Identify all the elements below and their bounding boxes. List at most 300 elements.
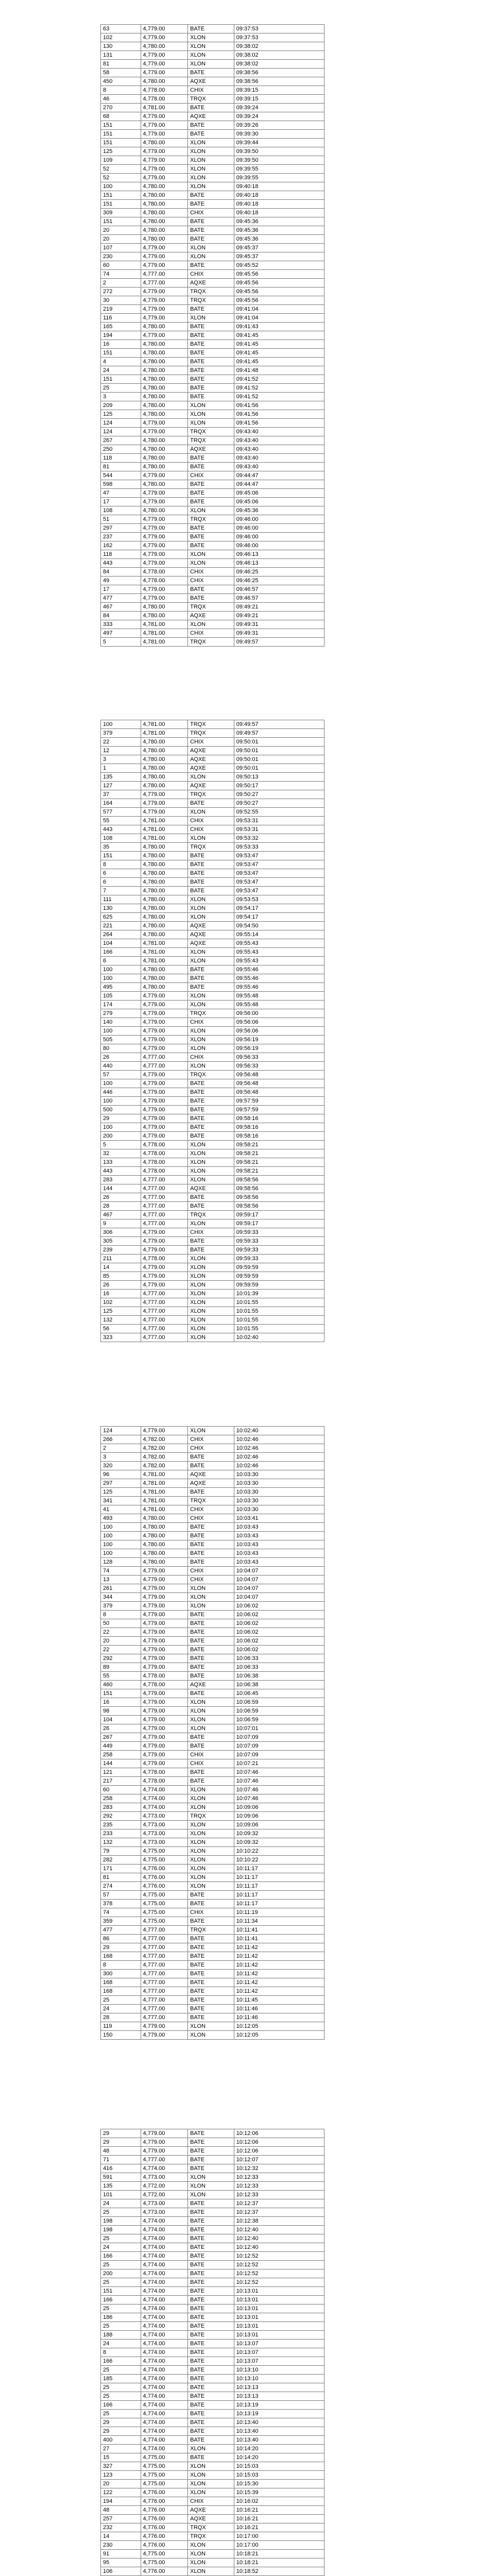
volume-cell: 5 xyxy=(101,1141,141,1149)
price-cell: 4,779.00 xyxy=(141,1602,188,1611)
table-row xyxy=(101,121,324,130)
table-row xyxy=(101,349,324,358)
venue-cell: BATE xyxy=(188,1777,234,1786)
price-cell: 4,773.00 xyxy=(141,1838,188,1847)
time-cell: 09:58:16 xyxy=(234,1132,324,1141)
time-cell: 09:45:56 xyxy=(234,296,324,305)
table-row xyxy=(101,747,324,755)
time-cell: 10:02:46 xyxy=(234,1453,324,1462)
price-cell: 4,779.00 xyxy=(141,1237,188,1246)
time-cell: 10:11:17 xyxy=(234,1882,324,1891)
time-cell: 10:07:01 xyxy=(234,1724,324,1733)
price-cell: 4,779.00 xyxy=(141,1281,188,1290)
venue-cell: BATE xyxy=(188,585,234,594)
table-row xyxy=(101,112,324,121)
time-cell: 09:53:32 xyxy=(234,834,324,843)
price-cell: 4,780.00 xyxy=(141,410,188,419)
table-row xyxy=(101,1263,324,1272)
price-cell: 4,777.00 xyxy=(141,1298,188,1307)
volume-cell: 446 xyxy=(101,1088,141,1097)
volume-cell: 266 xyxy=(101,1435,141,1444)
volume-cell: 3 xyxy=(101,755,141,764)
price-cell: 4,777.00 xyxy=(141,1176,188,1184)
table-row xyxy=(101,2410,324,2418)
venue-cell: BATE xyxy=(188,200,234,209)
venue-cell: BATE xyxy=(188,2217,234,2226)
volume-cell: 9 xyxy=(101,1219,141,1228)
venue-cell: BATE xyxy=(188,799,234,808)
price-cell: 4,780.00 xyxy=(141,1514,188,1523)
volume-cell: 91 xyxy=(101,2550,141,2558)
price-cell: 4,782.00 xyxy=(141,1453,188,1462)
table-row xyxy=(101,2322,324,2331)
venue-cell: TRQX xyxy=(188,296,234,305)
venue-cell: CHIX xyxy=(188,738,234,747)
volume-cell: 28 xyxy=(101,2013,141,2022)
price-cell: 4,779.00 xyxy=(141,1724,188,1733)
price-cell: 4,774.00 xyxy=(141,2243,188,2252)
volume-cell: 292 xyxy=(101,1812,141,1821)
price-cell: 4,779.00 xyxy=(141,1427,188,1435)
table-row xyxy=(101,1952,324,1961)
table-row xyxy=(101,1427,324,1435)
price-cell: 4,780.00 xyxy=(141,747,188,755)
venue-cell: AQXE xyxy=(188,939,234,948)
price-cell: 4,780.00 xyxy=(141,983,188,992)
time-cell: 09:45:36 xyxy=(234,226,324,235)
volume-cell: 35 xyxy=(101,843,141,852)
venue-cell: XLON xyxy=(188,1036,234,1044)
volume-cell: 258 xyxy=(101,1751,141,1759)
volume-cell: 194 xyxy=(101,2497,141,2506)
time-cell: 09:37:53 xyxy=(234,25,324,33)
price-cell: 4,781.00 xyxy=(141,104,188,112)
time-cell: 10:09:06 xyxy=(234,1821,324,1829)
time-cell: 09:59:17 xyxy=(234,1219,324,1228)
price-cell: 4,778.00 xyxy=(141,1672,188,1681)
time-cell: 10:01:55 xyxy=(234,1307,324,1316)
volume-cell: 297 xyxy=(101,524,141,533)
volume-cell: 109 xyxy=(101,156,141,165)
price-cell: 4,779.00 xyxy=(141,594,188,603)
volume-cell: 168 xyxy=(101,1987,141,1996)
table-row xyxy=(101,620,324,629)
volume-cell: 29 xyxy=(101,2138,141,2147)
time-cell: 09:45:56 xyxy=(234,270,324,279)
time-cell: 10:12:33 xyxy=(234,2182,324,2191)
venue-cell: BATE xyxy=(188,2226,234,2234)
price-cell: 4,780.00 xyxy=(141,191,188,200)
price-cell: 4,779.00 xyxy=(141,1044,188,1053)
table-row xyxy=(101,33,324,42)
venue-cell: XLON xyxy=(188,1325,234,1333)
time-cell: 09:40:18 xyxy=(234,209,324,217)
volume-cell: 102 xyxy=(101,33,141,42)
time-cell: 10:06:02 xyxy=(234,1628,324,1637)
table-row xyxy=(101,1540,324,1549)
price-cell: 4,779.00 xyxy=(141,331,188,340)
price-cell: 4,779.00 xyxy=(141,1593,188,1602)
table-row xyxy=(101,331,324,340)
time-cell: 09:49:21 xyxy=(234,612,324,620)
price-cell: 4,780.00 xyxy=(141,1540,188,1549)
price-cell: 4,777.00 xyxy=(141,1970,188,1978)
venue-cell: BATE xyxy=(188,1646,234,1654)
time-cell: 10:06:02 xyxy=(234,1602,324,1611)
price-cell: 4,781.00 xyxy=(141,1497,188,1505)
price-cell: 4,781.00 xyxy=(141,638,188,647)
venue-cell: BATE xyxy=(188,1654,234,1663)
venue-cell: AQXE xyxy=(188,1184,234,1193)
table-row xyxy=(101,524,324,533)
price-cell: 4,777.00 xyxy=(141,1202,188,1211)
price-cell: 4,776.00 xyxy=(141,2567,188,2576)
volume-cell: 320 xyxy=(101,1462,141,1470)
volume-cell: 100 xyxy=(101,1097,141,1106)
volume-cell: 132 xyxy=(101,1838,141,1847)
time-cell: 10:15:39 xyxy=(234,2488,324,2497)
time-cell: 10:14:20 xyxy=(234,2453,324,2462)
venue-cell: CHIX xyxy=(188,1053,234,1062)
venue-cell: BATE xyxy=(188,2269,234,2278)
venue-cell: XLON xyxy=(188,1290,234,1298)
time-cell: 09:45:37 xyxy=(234,252,324,261)
table-row xyxy=(101,498,324,506)
time-cell: 10:11:42 xyxy=(234,1952,324,1961)
table-row xyxy=(101,2523,324,2532)
volume-cell: 221 xyxy=(101,922,141,930)
time-cell: 09:39:44 xyxy=(234,139,324,147)
time-cell: 09:41:56 xyxy=(234,410,324,419)
table-row xyxy=(101,1882,324,1891)
time-cell: 10:11:17 xyxy=(234,1865,324,1873)
volume-cell: 25 xyxy=(101,2322,141,2331)
price-cell: 4,777.00 xyxy=(141,2013,188,2022)
price-cell: 4,778.00 xyxy=(141,86,188,95)
price-cell: 4,779.00 xyxy=(141,1263,188,1272)
time-cell: 09:49:57 xyxy=(234,638,324,647)
time-cell: 09:45:36 xyxy=(234,217,324,226)
table-row xyxy=(101,1637,324,1646)
volume-cell: 279 xyxy=(101,1009,141,1018)
volume-cell: 270 xyxy=(101,104,141,112)
volume-cell: 104 xyxy=(101,1716,141,1724)
venue-cell: BATE xyxy=(188,533,234,541)
venue-cell: BATE xyxy=(188,524,234,533)
price-cell: 4,776.00 xyxy=(141,2506,188,2515)
table-row xyxy=(101,77,324,86)
venue-cell: BATE xyxy=(188,1961,234,1970)
venue-cell: XLON xyxy=(188,506,234,515)
time-cell: 09:59:59 xyxy=(234,1281,324,1290)
time-cell: 10:03:43 xyxy=(234,1532,324,1540)
venue-cell: BATE xyxy=(188,2427,234,2436)
venue-cell: BATE xyxy=(188,393,234,401)
price-cell: 4,777.00 xyxy=(141,1053,188,1062)
venue-cell: CHIX xyxy=(188,1435,234,1444)
table-row xyxy=(101,419,324,428)
volume-cell: 25 xyxy=(101,2208,141,2217)
price-cell: 4,777.00 xyxy=(141,1333,188,1342)
table-row xyxy=(101,2558,324,2567)
price-cell: 4,775.00 xyxy=(141,1908,188,1917)
table-row xyxy=(101,2243,324,2252)
volume-cell: 477 xyxy=(101,1926,141,1935)
time-cell: 10:11:19 xyxy=(234,1908,324,1917)
table-row xyxy=(101,1926,324,1935)
price-cell: 4,779.00 xyxy=(141,1628,188,1637)
venue-cell: TRQX xyxy=(188,1497,234,1505)
venue-cell: XLON xyxy=(188,244,234,252)
price-cell: 4,779.00 xyxy=(141,419,188,428)
venue-cell: CHIX xyxy=(188,825,234,834)
table-row xyxy=(101,1325,324,1333)
venue-cell: BATE xyxy=(188,1900,234,1908)
table-row xyxy=(101,738,324,747)
time-cell: 09:53:47 xyxy=(234,860,324,869)
table-row xyxy=(101,1829,324,1838)
table-row xyxy=(101,42,324,51)
time-cell: 09:53:47 xyxy=(234,878,324,887)
table-row xyxy=(101,852,324,860)
table-row xyxy=(101,2182,324,2191)
time-cell: 10:13:01 xyxy=(234,2331,324,2340)
time-cell: 09:41:56 xyxy=(234,401,324,410)
table-row xyxy=(101,887,324,895)
price-cell: 4,779.00 xyxy=(141,790,188,799)
time-cell: 10:04:07 xyxy=(234,1584,324,1593)
price-cell: 4,774.00 xyxy=(141,1794,188,1803)
price-cell: 4,780.00 xyxy=(141,393,188,401)
time-cell: 09:56:00 xyxy=(234,1009,324,1018)
table-row xyxy=(101,1961,324,1970)
time-cell: 10:18:21 xyxy=(234,2550,324,2558)
price-cell: 4,777.00 xyxy=(141,1987,188,1996)
table-row xyxy=(101,1707,324,1716)
venue-cell: XLON xyxy=(188,1316,234,1325)
time-cell: 09:41:45 xyxy=(234,340,324,349)
venue-cell: XLON xyxy=(188,1158,234,1167)
table-row xyxy=(101,1298,324,1307)
time-cell: 09:45:36 xyxy=(234,235,324,244)
volume-cell: 443 xyxy=(101,1167,141,1176)
venue-cell: BATE xyxy=(188,2453,234,2462)
time-cell: 10:12:32 xyxy=(234,2164,324,2173)
price-cell: 4,779.00 xyxy=(141,252,188,261)
time-cell: 09:53:47 xyxy=(234,852,324,860)
volume-cell: 111 xyxy=(101,895,141,904)
venue-cell: XLON xyxy=(188,1716,234,1724)
time-cell: 09:43:40 xyxy=(234,445,324,454)
volume-cell: 123 xyxy=(101,2471,141,2480)
table-row xyxy=(101,2234,324,2243)
time-cell: 09:58:16 xyxy=(234,1123,324,1132)
time-cell: 10:06:59 xyxy=(234,1707,324,1716)
time-cell: 09:59:33 xyxy=(234,1228,324,1237)
price-cell: 4,777.00 xyxy=(141,1211,188,1219)
volume-cell: 194 xyxy=(101,331,141,340)
volume-cell: 32 xyxy=(101,1149,141,1158)
price-cell: 4,779.00 xyxy=(141,1584,188,1593)
venue-cell: XLON xyxy=(188,410,234,419)
volume-cell: 29 xyxy=(101,1114,141,1123)
volume-cell: 151 xyxy=(101,1689,141,1698)
volume-cell: 5 xyxy=(101,638,141,647)
venue-cell: CHIX xyxy=(188,1505,234,1514)
time-cell: 10:03:30 xyxy=(234,1479,324,1488)
volume-cell: 140 xyxy=(101,1018,141,1027)
volume-cell: 186 xyxy=(101,2313,141,2322)
table-row xyxy=(101,2138,324,2147)
venue-cell: XLON xyxy=(188,2471,234,2480)
venue-cell: CHIX xyxy=(188,629,234,638)
time-cell: 10:12:37 xyxy=(234,2208,324,2217)
price-cell: 4,775.00 xyxy=(141,2471,188,2480)
volume-cell: 24 xyxy=(101,2199,141,2208)
table-row xyxy=(101,1602,324,1611)
volume-cell: 283 xyxy=(101,1176,141,1184)
venue-cell: TRQX xyxy=(188,436,234,445)
table-row xyxy=(101,1532,324,1540)
time-cell: 09:39:55 xyxy=(234,174,324,182)
time-cell: 09:53:33 xyxy=(234,843,324,852)
price-cell: 4,778.00 xyxy=(141,95,188,104)
volume-cell: 130 xyxy=(101,42,141,51)
price-cell: 4,772.00 xyxy=(141,2182,188,2191)
volume-cell: 63 xyxy=(101,25,141,33)
table-row xyxy=(101,1777,324,1786)
price-cell: 4,774.00 xyxy=(141,2252,188,2261)
table-row xyxy=(101,1211,324,1219)
volume-cell: 6 xyxy=(101,878,141,887)
price-cell: 4,779.00 xyxy=(141,1689,188,1698)
venue-cell: BATE xyxy=(188,130,234,139)
time-cell: 09:38:02 xyxy=(234,51,324,60)
time-cell: 10:11:45 xyxy=(234,1996,324,2005)
table-row xyxy=(101,1786,324,1794)
time-cell: 10:12:37 xyxy=(234,2199,324,2208)
price-cell: 4,778.00 xyxy=(141,1167,188,1176)
volume-cell: 150 xyxy=(101,2031,141,2040)
table-row xyxy=(101,2331,324,2340)
volume-cell: 48 xyxy=(101,2506,141,2515)
table-row xyxy=(101,2173,324,2182)
price-cell: 4,774.00 xyxy=(141,2287,188,2296)
volume-cell: 168 xyxy=(101,1978,141,1987)
time-cell: 10:03:43 xyxy=(234,1540,324,1549)
price-cell: 4,779.00 xyxy=(141,498,188,506)
price-cell: 4,780.00 xyxy=(141,755,188,764)
time-cell: 10:13:13 xyxy=(234,2392,324,2401)
price-cell: 4,779.00 xyxy=(141,2031,188,2040)
price-cell: 4,780.00 xyxy=(141,612,188,620)
price-cell: 4,781.00 xyxy=(141,1488,188,1497)
volume-cell: 379 xyxy=(101,729,141,738)
table-row xyxy=(101,51,324,60)
volume-cell: 24 xyxy=(101,2340,141,2348)
table-row xyxy=(101,594,324,603)
price-cell: 4,782.00 xyxy=(141,1444,188,1453)
volume-cell: 166 xyxy=(101,2296,141,2304)
volume-cell: 151 xyxy=(101,121,141,130)
venue-cell: CHIX xyxy=(188,2497,234,2506)
volume-cell: 125 xyxy=(101,147,141,156)
price-cell: 4,774.00 xyxy=(141,2357,188,2366)
table-row xyxy=(101,1663,324,1672)
table-row xyxy=(101,1575,324,1584)
price-cell: 4,774.00 xyxy=(141,2427,188,2436)
time-cell: 09:39:50 xyxy=(234,147,324,156)
price-cell: 4,779.00 xyxy=(141,1123,188,1132)
time-cell: 09:39:24 xyxy=(234,104,324,112)
venue-cell: XLON xyxy=(188,1873,234,1882)
volume-cell: 98 xyxy=(101,1707,141,1716)
volume-cell: 171 xyxy=(101,1865,141,1873)
volume-cell: 168 xyxy=(101,1952,141,1961)
venue-cell: XLON xyxy=(188,401,234,410)
volume-cell: 151 xyxy=(101,852,141,860)
table-row xyxy=(101,1097,324,1106)
time-cell: 10:12:06 xyxy=(234,2147,324,2156)
volume-cell: 49 xyxy=(101,577,141,585)
time-cell: 09:49:31 xyxy=(234,629,324,638)
table-row xyxy=(101,2313,324,2322)
table-row xyxy=(101,1255,324,1263)
price-cell: 4,779.00 xyxy=(141,1698,188,1707)
table-row xyxy=(101,1558,324,1567)
price-cell: 4,777.00 xyxy=(141,1961,188,1970)
price-cell: 4,779.00 xyxy=(141,1716,188,1724)
table-row xyxy=(101,843,324,852)
volume-cell: 341 xyxy=(101,1497,141,1505)
time-cell: 10:13:07 xyxy=(234,2348,324,2357)
price-cell: 4,774.00 xyxy=(141,2331,188,2340)
time-cell: 10:13:19 xyxy=(234,2401,324,2410)
volume-cell: 235 xyxy=(101,1821,141,1829)
venue-cell: BATE xyxy=(188,2199,234,2208)
table-row xyxy=(101,2013,324,2022)
price-cell: 4,779.00 xyxy=(141,2138,188,2147)
table-row xyxy=(101,1628,324,1637)
time-cell: 09:45:36 xyxy=(234,506,324,515)
price-cell: 4,774.00 xyxy=(141,2383,188,2392)
price-cell: 4,780.00 xyxy=(141,869,188,878)
venue-cell: XLON xyxy=(188,419,234,428)
venue-cell: TRQX xyxy=(188,1009,234,1018)
price-cell: 4,774.00 xyxy=(141,2261,188,2269)
venue-cell: BATE xyxy=(188,1540,234,1549)
venue-cell: BATE xyxy=(188,305,234,314)
price-cell: 4,773.00 xyxy=(141,1821,188,1829)
price-cell: 4,772.00 xyxy=(141,2191,188,2199)
price-cell: 4,779.00 xyxy=(141,1759,188,1768)
volume-cell: 20 xyxy=(101,226,141,235)
time-cell: 09:59:17 xyxy=(234,1211,324,1219)
time-cell: 09:40:18 xyxy=(234,191,324,200)
table-row xyxy=(101,1167,324,1176)
venue-cell: BATE xyxy=(188,2243,234,2252)
time-cell: 09:39:24 xyxy=(234,112,324,121)
venue-cell: BATE xyxy=(188,2147,234,2156)
volume-cell: 108 xyxy=(101,506,141,515)
venue-cell: BATE xyxy=(188,358,234,366)
venue-cell: XLON xyxy=(188,2445,234,2453)
table-row xyxy=(101,983,324,992)
table-row xyxy=(101,2436,324,2445)
volume-cell: 102 xyxy=(101,1298,141,1307)
price-cell: 4,779.00 xyxy=(141,147,188,156)
table-row xyxy=(101,156,324,165)
